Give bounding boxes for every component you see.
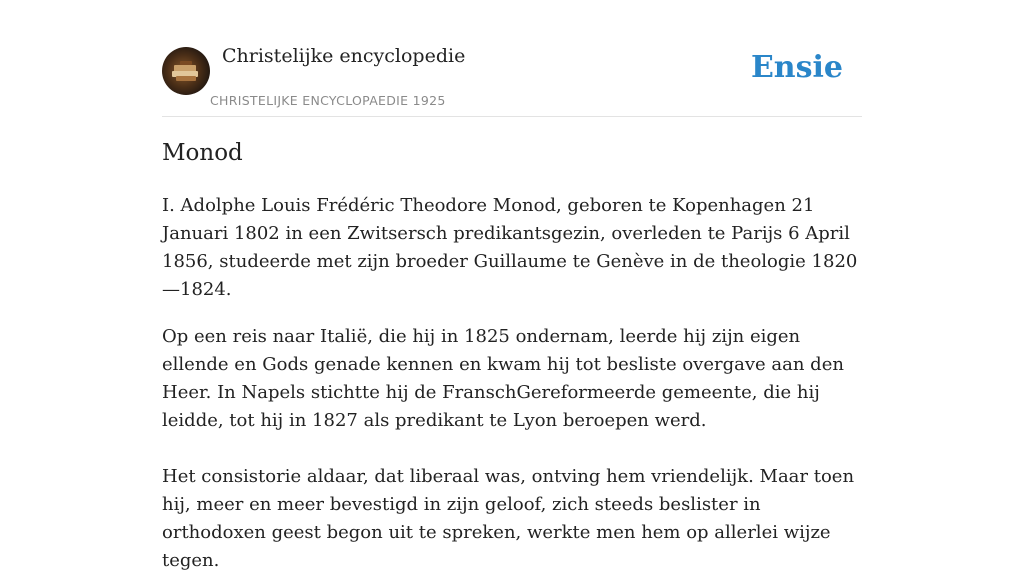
books-photo-icon[interactable] [162, 47, 210, 95]
source-name[interactable]: CHRISTELIJKE ENCYCLOPAEDIE 1925 [210, 93, 446, 108]
article-paragraph: Het consistorie aldaar, dat liberaal was, ontving hem vriendelijk. Maar toen hij, meer en meer bevestigd in zijn geloof, zich steeds beslister in orthodoxen geest begon uit te spreken, werkte men hem op allerlei wijze tegen. [162, 466, 855, 571]
article-title: Monod [162, 140, 243, 166]
site-name[interactable]: Christelijke encyclopedie [222, 45, 466, 67]
article-paragraph: Op een reis naar Italië, die hij in 1825 ondernam, leerde hij zijn eigen ellende en Gods genade kennen en kwam hij tot besliste overgave aan den Heer. In Napels stichtte hij de FranschGereformeerde gemeente, die hij leidde, tot hij in 1827 als predikant te Lyon beroepen werd. [162, 326, 844, 431]
brand-logo[interactable]: Ensie [750, 50, 843, 85]
site-header [162, 0, 862, 117]
article-body [162, 192, 862, 575]
page-container [162, 0, 862, 571]
article-paragraph: I. Adolphe Louis Frédéric Theodore Monod, geboren te Kopenhagen 21 Januari 1802 in een Zwitsersch predikantsgezin, overleden te Parijs 6 April 1856, studeerde met zijn broeder Guillaume te Genève in de theologie 1820 —1824. [162, 195, 858, 300]
